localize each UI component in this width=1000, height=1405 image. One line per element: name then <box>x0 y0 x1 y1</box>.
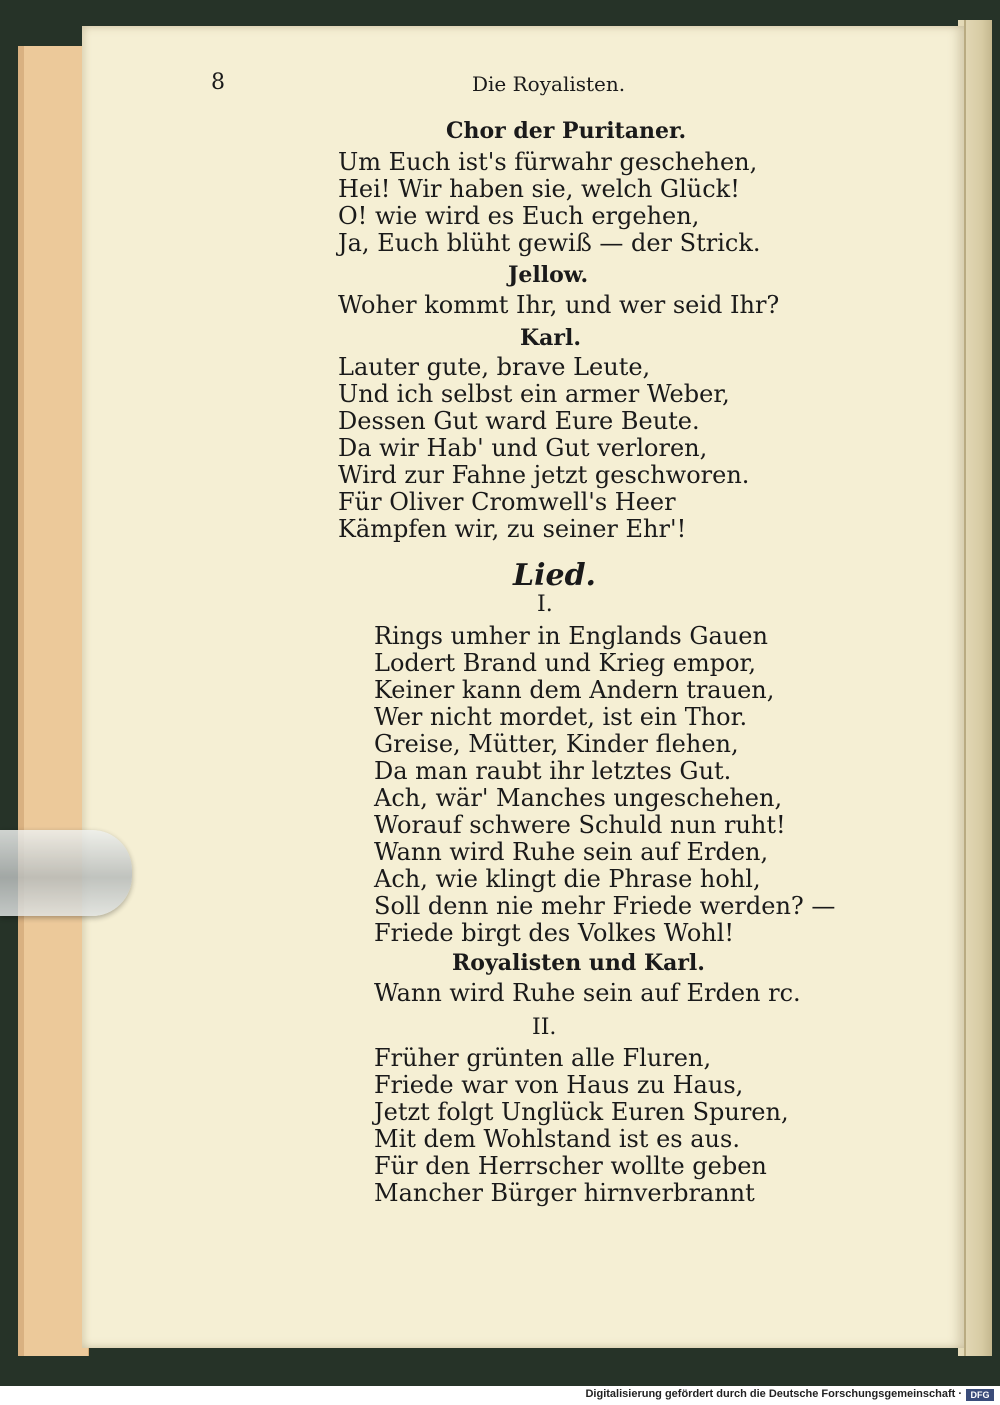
royalisten-heading: Royalisten und Karl. <box>452 950 705 976</box>
verse-line: Lodert Brand und Krieg empor, <box>374 649 756 677</box>
verse-line: Früher grünten alle Fluren, <box>374 1044 712 1072</box>
verse-line: Greise, Mütter, Kinder flehen, <box>374 730 739 758</box>
jellow-heading: Jellow. <box>508 262 589 288</box>
page-number: 8 <box>211 70 225 95</box>
karl-line: Dessen Gut ward Eure Beute. <box>338 407 700 435</box>
dfg-logo: DFG <box>966 1389 994 1401</box>
chor-line: Ja, Euch blüht gewiß — der Strick. <box>338 229 761 257</box>
verse-line: Für den Herrscher wollte geben <box>374 1152 767 1180</box>
royalisten-line: Wann wird Ruhe sein auf Erden rc. <box>374 979 801 1007</box>
verse-numeral-2: II. <box>532 1015 557 1040</box>
verse-numeral-1: I. <box>537 592 553 617</box>
verse-line: Ach, wär' Manches ungeschehen, <box>374 784 783 812</box>
chor-line: O! wie wird es Euch ergehen, <box>338 202 700 230</box>
lied-heading: Lied. <box>513 558 596 593</box>
verse-line: Wann wird Ruhe sein auf Erden, <box>374 838 769 866</box>
page-fold-line <box>964 20 966 1356</box>
running-title: Die Royalisten. <box>472 72 626 96</box>
verse-line: Wer nicht mordet, ist ein Thor. <box>374 703 748 731</box>
karl-line: Kämpfen wir, zu seiner Ehr'! <box>338 515 687 543</box>
karl-line: Wird zur Fahne jetzt geschworen. <box>338 461 750 489</box>
verse-line: Mit dem Wohlstand ist es aus. <box>374 1125 740 1153</box>
jellow-line: Woher kommt Ihr, und wer seid Ihr? <box>338 291 780 319</box>
verse-line: Ach, wie klingt die Phrase hohl, <box>374 865 761 893</box>
verse-line: Soll denn nie mehr Friede werden? — <box>374 892 836 920</box>
karl-line: Lauter gute, brave Leute, <box>338 353 651 381</box>
verse-line: Friede birgt des Volkes Wohl! <box>374 919 735 947</box>
verse-line: Worauf schwere Schuld nun ruht! <box>374 811 786 839</box>
verse-line: Jetzt folgt Unglück Euren Spuren, <box>374 1098 789 1126</box>
chor-line: Um Euch ist's fürwahr geschehen, <box>338 148 758 176</box>
verse-line: Da man raubt ihr letztes Gut. <box>374 757 732 785</box>
verse-line: Rings umher in Englands Gauen <box>374 622 768 650</box>
page-clip <box>0 830 132 916</box>
cover-spine-shadow <box>18 46 24 1356</box>
karl-heading: Karl. <box>520 325 581 351</box>
karl-line: Da wir Hab' und Gut verloren, <box>338 434 708 462</box>
karl-line: Und ich selbst ein armer Weber, <box>338 380 730 408</box>
karl-line: Für Oliver Cromwell's Heer <box>338 488 676 516</box>
chor-line: Hei! Wir haben sie, welch Glück! <box>338 175 740 203</box>
verse-line: Keiner kann dem Andern trauen, <box>374 676 775 704</box>
chor-heading: Chor der Puritaner. <box>446 118 687 144</box>
footer-credit: Digitalisierung gefördert durch die Deutsche Forschungsgemeinschaft · <box>585 1388 962 1400</box>
verse-line: Friede war von Haus zu Haus, <box>374 1071 744 1099</box>
verse-line: Mancher Bürger hirnverbrannt <box>374 1179 755 1207</box>
book-cover-edge <box>18 46 89 1356</box>
